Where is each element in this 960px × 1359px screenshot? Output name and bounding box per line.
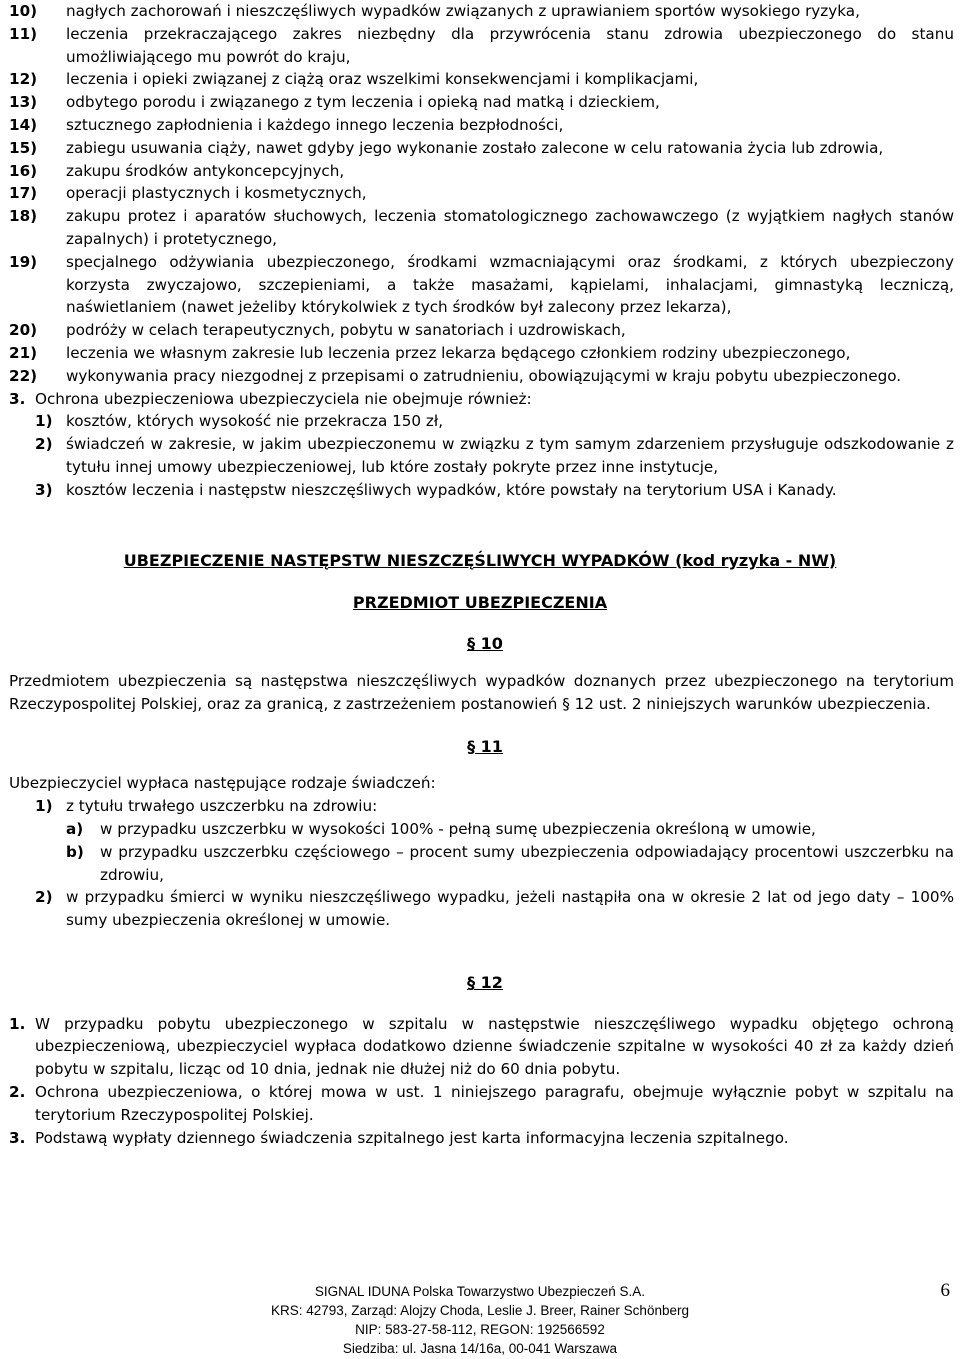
list-item: 1) kosztów, których wysokość nie przekracza 150 zł, [35,412,444,431]
list-item: 1. W przypadku pobytu ubezpieczonego w szpitalu w następstwie nieszczęśliwego wypadku objętego ochroną ubezpieczeniową, ubezpieczyciel wypłaca dodatkowo dzienne świadczenie szpitalne w wysokości 40 zł za każdy dzień pobytu w szpitalu, licząc od 10 dnia, jednak nie dłużej niż do 60 dnia pobytu. [9,1014,954,1079]
section-title: UBEZPIECZENIE NASTĘPSTW NIESZCZĘŚLIWYCH WYPADKÓW (kod ryzyka - NW) [123,550,837,570]
paragraph-12-mark: § 12 [467,972,503,992]
list-item: 18) zakupu protez i aparatów słuchowych, leczenia stomatologicznego zachowawczego (z wyjątkiem nagłych stanów zapalnych) i protetycznego, [9,207,954,248]
paragraph-11-mark: § 11 [467,736,503,756]
point-3 [0,388,960,502]
list-item: a) w przypadku uszczerbku w wysokości 100% - pełną sumę ubezpieczenia określoną w umowie, [66,819,816,838]
paragraph-11-intro: Ubezpieczyciel wypłaca następujące rodzaje świadczeń: [9,774,436,793]
footer-company: SIGNAL IDUNA Polska Towarzystwo Ubezpieczeń S.A. [314,1284,646,1299]
paragraph-10-mark: § 10 [467,634,503,654]
list-item: 12) leczenia i opieki związanej z ciążą oraz wszelkimi konsekwencjami i komplikacjami, [9,70,699,89]
list-item: 15) zabiegu usuwania ciąży, nawet gdyby jego wykonanie zostało zalecone w celu ratowania życia lub zdrowia, [9,138,884,157]
list-item: 19) specjalnego odżywiania ubezpieczonego, środkami wzmacniającymi oraz środkami, z których ubezpieczony korzysta zwyczajowo, szczepieniami, a także masażami, kąpielami, inhalacjami, gimnastyką leczniczą, naświetlaniem (nawet jeżeliby którykolwiek z tych środków był zalecony przez lekarza), [9,252,954,317]
point-3-heading: 3. Ochrona ubezpieczeniowa ubezpieczyciela nie obejmuje również: [9,389,532,408]
footer-nip: NIP: 583-27-58-112, REGON: 192566592 [355,1322,605,1337]
subject-title: PRZEDMIOT UBEZPIECZENIA [352,593,608,613]
list-item: 16) zakupu środków antykoncepcyjnych, [9,161,345,180]
paragraph-10-text: Przedmiotem ubezpieczenia są następstwa nieszczęśliwych wypadków doznanych przez ubezpieczonego na terytorium Rzeczypospolitej Polskiej, oraz za granicą, z zastrzeżeniem postanowień § 12 ust. 2 niniejszych warunków ubezpieczenia. [9,671,954,713]
list-item: 10) nagłych zachorowań i nieszczęśliwych wypadków związanych z uprawianiem sportów wysokiego ryzyka, [9,2,860,20]
list-item: 11) leczenia przekraczającego zakres niezbędny dla przywrócenia stanu zdrowia ubezpieczonego do stanu umożliwiającego mu powrót do kraju, [9,24,954,66]
list-item: 1) z tytułu trwałego uszczerbku na zdrowiu: [35,797,378,816]
footer-krs: KRS: 42793, Zarząd: Alojzy Choda, Leslie J. Breer, Rainer Schönberg [271,1303,689,1318]
exclusions-list [0,0,960,388]
list-item: 17) operacji plastycznych i kosmetycznych, [9,184,367,203]
list-item: 2) w przypadku śmierci w wyniku nieszczęśliwego wypadku, jeżeli nastąpiła ona w okresie 2 lat od jego daty – 100% sumy ubezpieczenia określonej w umowie. [35,888,954,930]
footer-address: Siedziba: ul. Jasna 14/16a, 00-041 Warszawa [342,1341,618,1356]
page-number: 6 [940,1280,950,1301]
list-item: 2) świadczeń w zakresie, w jakim ubezpieczonemu w związku z tym samym zdarzeniem przysługuje odszkodowanie z tytułu innej umowy ubezpieczeniowej, lub które zostały pokryte przez inne instytucje, [35,435,954,476]
paragraph-12-list [0,1013,960,1150]
list-item: 21) leczenia we własnym zakresie lub leczenia przez lekarza będącego członkiem rodziny ubezpieczonego, [9,343,851,362]
list-item: 2. Ochrona ubezpieczeniowa, o której mowa w ust. 1 niniejszego paragrafu, obejmuje wyłącznie pobyt w szpitalu na terytorium Rzeczypospolitej Polskiej. [9,1083,954,1124]
list-item: 22) wykonywania pracy niezgodnej z przepisami o zatrudnieniu, obowiązującymi w kraju pobytu ubezpieczonego. [9,366,902,385]
list-item: 3. Podstawą wypłaty dziennego świadczenia szpitalnego jest karta informacyjna leczenia szpitalnego. [9,1128,789,1147]
list-item: 3) kosztów leczenia i następstw nieszczęśliwych wypadków, które powstały na terytorium USA i Kanady. [35,480,837,499]
list-item: 13) odbytego porodu i związanego z tym leczenia i opieką nad matką i dzieckiem, [9,93,660,112]
list-item: b) w przypadku uszczerbku częściowego – procent sumy ubezpieczenia odpowiadający procentowi uszczerbku na zdrowiu, [66,842,954,884]
list-item: 20) podróży w celach terapeutycznych, pobytu w sanatoriach i uzdrowiskach, [9,321,626,340]
list-item: 14) sztucznego zapłodnienia i każdego innego leczenia bezpłodności, [9,115,564,134]
page-footer [0,1282,960,1358]
